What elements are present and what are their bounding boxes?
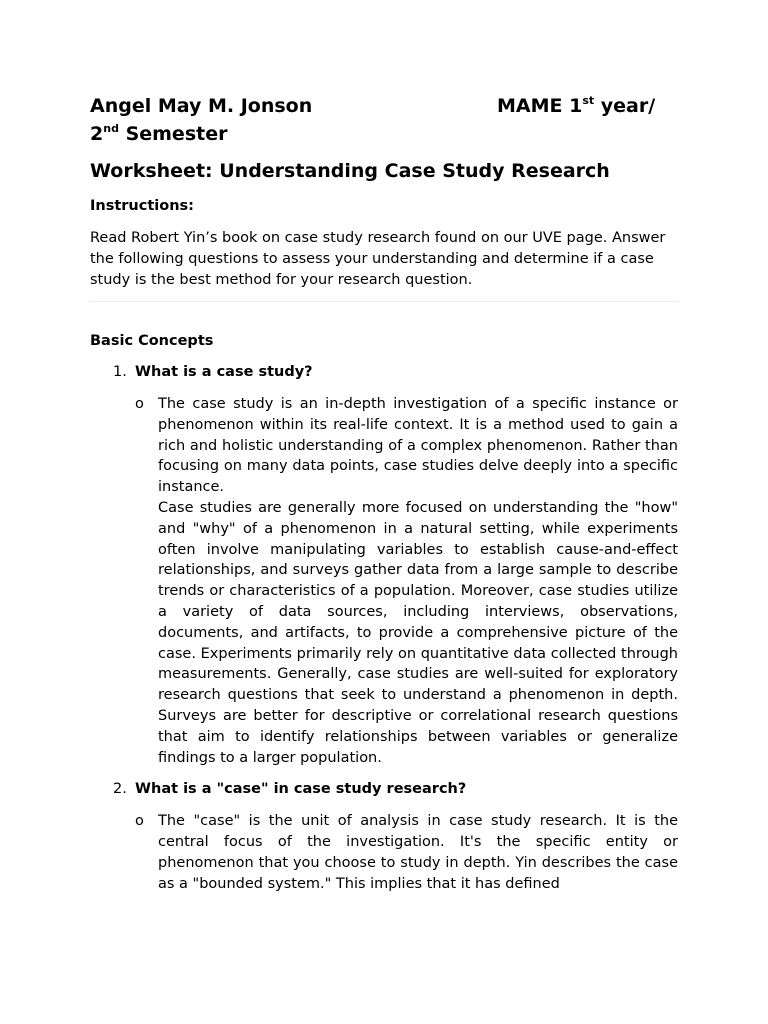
worksheet-page bbox=[90, 92, 678, 895]
answer-2 bbox=[90, 811, 678, 894]
question-text: What is a "case" in case study research? bbox=[135, 781, 467, 798]
bullet-marker: o bbox=[135, 813, 144, 830]
answer-1 bbox=[90, 394, 678, 768]
instructions-text: Read Robert Yin’s book on case study research found on our UVE page. Answer the following questions to assess your understanding and determine if a case study is the best method for your research question. bbox=[90, 230, 666, 288]
header-line-2 bbox=[90, 120, 678, 148]
divider bbox=[90, 301, 678, 302]
bullet-marker: o bbox=[135, 396, 144, 412]
question-number: 2. bbox=[113, 781, 127, 798]
header-line-1 bbox=[90, 92, 678, 120]
answer-paragraph: The case study is an in-depth investigation of a specific instance or phenomenon within its real-life context. It is a method used to gain a rich and holistic understanding of a complex phenomenon. Rather than focusing on many data points, case studies delve deeply into a specific instance. bbox=[158, 396, 678, 496]
semester: 2nd Semester bbox=[90, 122, 228, 145]
question-number: 1. bbox=[113, 364, 127, 380]
answer-paragraph: Case studies are generally more focused on understanding the "how" and "why" of a phenomenon in a natural setting, while experiments often involve manipulating variables to establish cause-and-effect relationships, and surveys gather data from a large sample to describe trends or characteristics of a population. Moreover, case studies utilize a variety of data sources, including interviews, observations, documents, and artifacts, to provide a comprehensive picture of the case. Experiments primarily rely on quantitative data collected through measurements. Generally, case studies are well-suited for exploratory research questions that seek to understand a phenomenon in depth. Surveys are better for descriptive or correlational research questions that aim to identify relationships between variables or generalize findings to a larger population. bbox=[158, 499, 678, 766]
section-heading: Basic Concepts bbox=[90, 333, 214, 349]
student-name: Angel May M. Jonson bbox=[90, 95, 313, 117]
program-year: MAME 1st year/ bbox=[497, 94, 656, 117]
instructions-heading: Instructions: bbox=[90, 198, 194, 214]
question-1 bbox=[90, 362, 678, 382]
question-text: What is a case study? bbox=[135, 364, 313, 380]
answer-paragraph: The "case" is the unit of analysis in case study research. It is the central focus of the investigation. It's the specific entity or phenomenon that you choose to study in depth. Yin describes the case as a "bounded system." This implies that it has defined bbox=[158, 813, 678, 892]
page-title: Worksheet: Understanding Case Study Research bbox=[90, 160, 610, 182]
question-2 bbox=[90, 779, 678, 799]
